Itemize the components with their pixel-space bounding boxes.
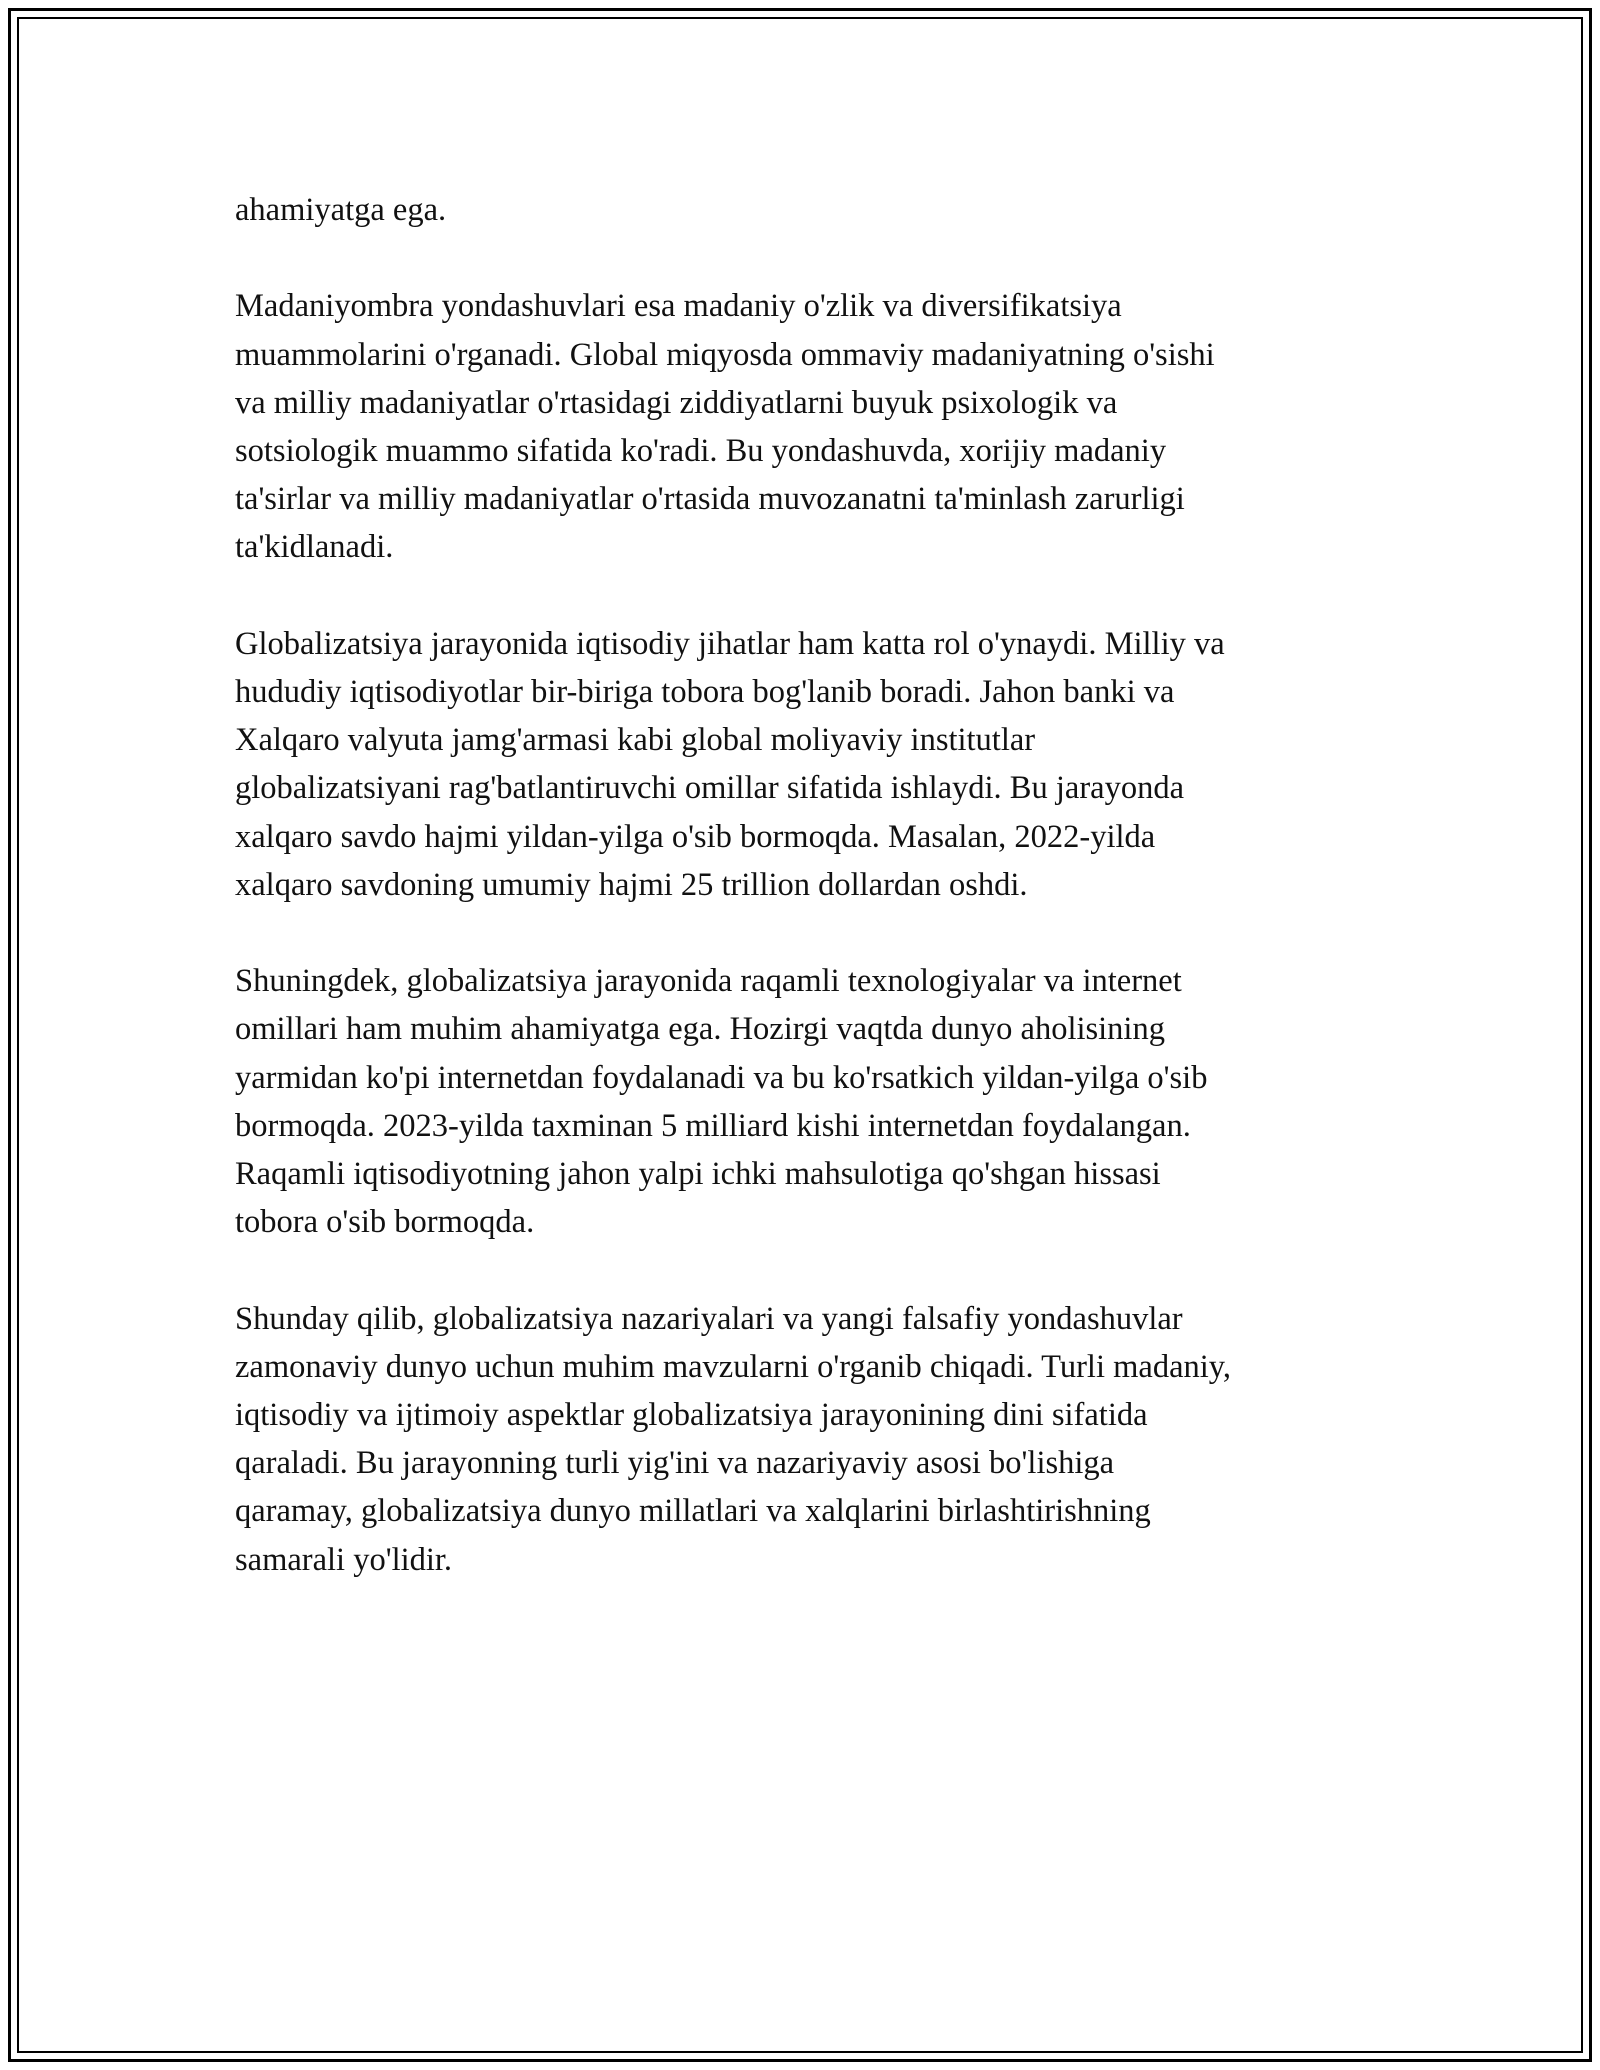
paragraph-digital-technologies: Shuningdek, globalizatsiya jarayonida raqamli texnologiyalar va internet omillari ham muhim ahamiyatga ega. Hozirgi vaqtda dunyo aholisining yarmidan ko'pi internetdan foydalanadi va bu ko'rsatkich yildan-yilga o'sib bormoqda. 2023-yilda taxminan 5 milliard kishi internetdan foydalangan. Raqamli iqtisodiyotning jahon yalpi ichki mahsulotiga qo'shgan hissasi tobora o'sib bormoqda. [235,963,1208,1241]
paragraph-conclusion: Shunday qilib, globalizatsiya nazariyalari va yangi falsafiy yondashuvlar zamonaviy dunyo uchun muhim mavzularni o'rganib chiqadi. Turli madaniy, iqtisodiy va ijtimoiy aspektlar globalizatsiya jarayonining dini sifatida qaraladi. Bu jarayonning turli yig'ini va nazariyaviy asosi bo'lishiga qaramay, globalizatsiya dunyo millatlari va xalqlarini birlashtirishning samarali yo'lidir. [235,1300,1232,1578]
paragraph-economic-aspects: Globalizatsiya jarayonida iqtisodiy jihatlar ham katta rol o'ynaydi. Milliy va hududiy iqtisodiyotlar bir-biriga tobora bog'lanib boradi. Jahon banki va Xalqaro valyuta jamg'armasi kabi global moliyaviy institutlar globalizatsiyani rag'batlantiruvchi omillar sifatida ishlaydi. Bu jarayonda xalqaro savdo hajmi yildan-yilga o'sib bormoqda. Masalan, 2022-yilda xalqaro savdoning umumiy hajmi 25 trillion dollardan oshdi. [235,625,1225,903]
document-body [235,186,1375,1632]
paragraph-cultural-approaches: Madaniyombra yondashuvlari esa madaniy o'zlik va diversifikatsiya muammolarini o'rganadi. Global miqyosda ommaviy madaniyatning o'sishi va milliy madaniyatlar o'rtasidagi ziddiyatlarni buyuk psixologik va sotsiologik muammo sifatida ko'radi. Bu yondashuvda, xorijiy madaniy ta'sirlar va milliy madaniyatlar o'rtasida muvozanatni ta'minlash zarurligi ta'kidlanadi. [235,288,1215,566]
paragraph-continuation: ahamiyatga ega. [235,192,447,228]
